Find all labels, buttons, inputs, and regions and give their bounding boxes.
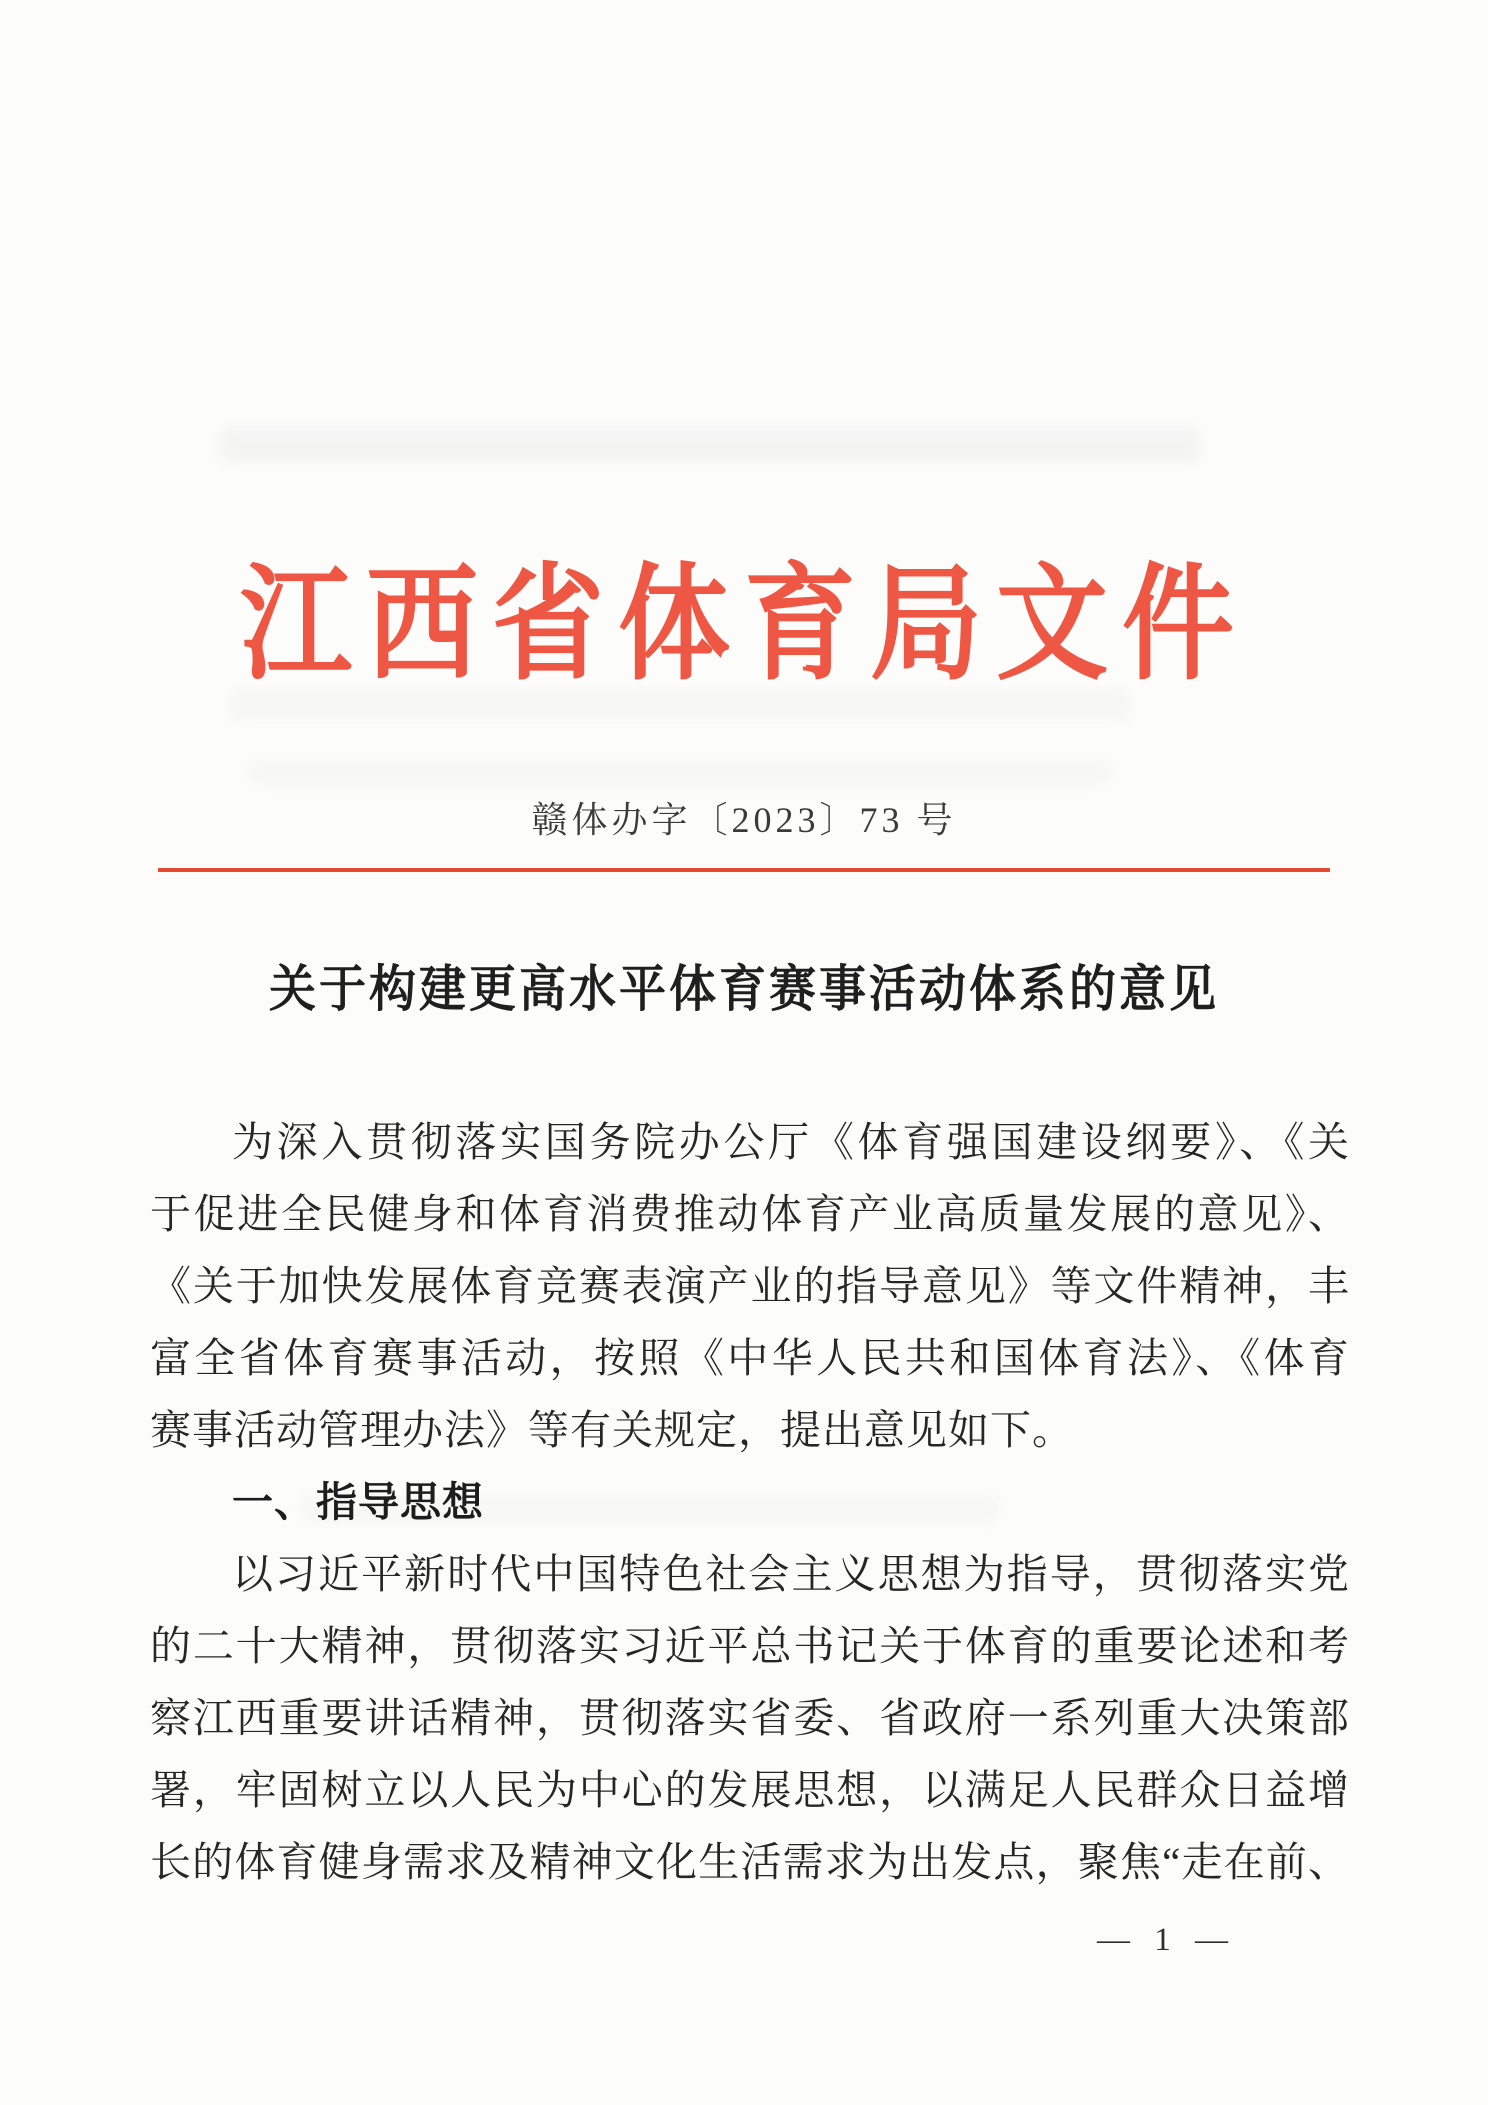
section-heading: 一、指导思想 <box>232 1479 484 1525</box>
body-text-line: 于促进全民健身和体育消费推动体育产业高质量发展的意见》、 <box>150 1191 1350 1237</box>
body-text-line: 的二十大精神，贯彻落实习近平总书记关于体育的重要论述和考 <box>150 1623 1350 1669</box>
body-text-line: 富全省体育赛事活动，按照《中华人民共和国体育法》、《体育 <box>150 1335 1350 1381</box>
bleed-through-artifact <box>250 760 1110 786</box>
body-text-line: 赛事活动管理办法》等有关规定，提出意见如下。 <box>150 1407 1074 1453</box>
red-separator-rule <box>158 868 1330 872</box>
document-title: 关于构建更高水平体育赛事活动体系的意见 <box>269 962 1219 1018</box>
agency-letterhead: 江西省体育局文件 <box>240 556 1248 696</box>
body-text-line: 长的体育健身需求及精神文化生活需求为出发点，聚焦“走在前、 <box>150 1839 1350 1885</box>
body-text-line: 为深入贯彻落实国务院办公厅《体育强国建设纲要》、《关 <box>232 1119 1350 1165</box>
body-text-line: 《关于加快发展体育竞赛表演产业的指导意见》等文件精神，丰 <box>150 1263 1350 1309</box>
body-text-line: 察江西重要讲话精神，贯彻落实省委、省政府一系列重大决策部 <box>150 1695 1350 1741</box>
document-body <box>150 1106 1350 1898</box>
bleed-through-artifact <box>220 428 1200 462</box>
body-text-line: 以习近平新时代中国特色社会主义思想为指导，贯彻落实党 <box>232 1551 1350 1597</box>
body-text-line: 署，牢固树立以人民为中心的发展思想，以满足人民群众日益增 <box>150 1767 1350 1813</box>
document-number: 赣体办字〔2023〕73 号 <box>531 800 957 840</box>
page-number: — 1 — <box>1097 1922 1236 1958</box>
